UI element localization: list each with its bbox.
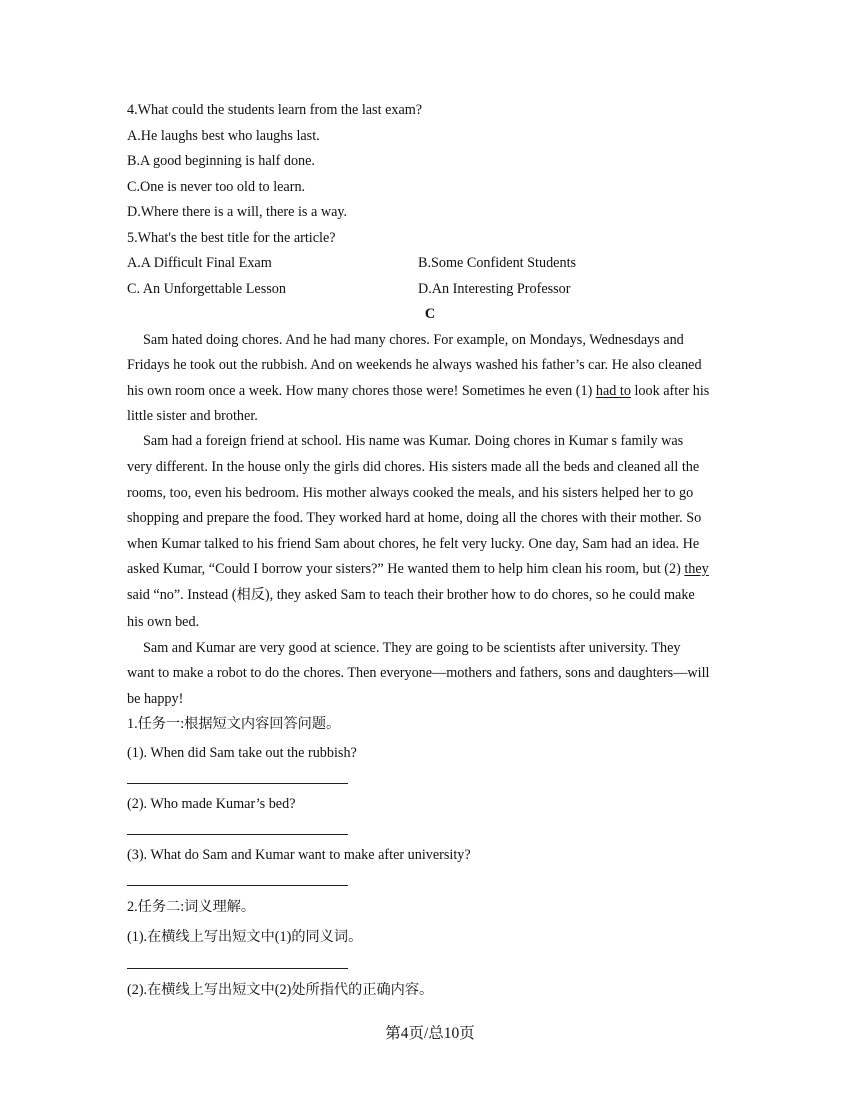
passage-line: be happy!: [127, 691, 184, 707]
underlined-phrase-1: had to: [595, 383, 631, 399]
q5-option-d: D.An Interesting Professor: [418, 281, 571, 297]
task1-question-2: (2). Who made Kumar’s bed?: [127, 796, 296, 812]
passage-line: Fridays he took out the rubbish. And on weekends he always washed his father’s car. He also cleaned: [127, 357, 702, 373]
passage-line: little sister and brother.: [127, 408, 258, 424]
answer-blank[interactable]: [127, 968, 348, 969]
passage-line: [127, 382, 709, 400]
question-5: 5.What's the best title for the article?: [127, 230, 336, 246]
passage-line: said “no”. Instead (相反), they asked Sam to teach their brother how to do chores, so he could make: [127, 587, 695, 603]
q4-option-c: C.One is never too old to learn.: [127, 179, 306, 195]
passage-line: very different. In the house only the girls did chores. His sisters made all the beds and cleaned all the: [127, 459, 700, 475]
passage-line: rooms, too, even his bedroom. His mother always cooked the meals, and his sisters helped her to go: [127, 485, 694, 501]
question-4: 4.What could the students learn from the last exam?: [127, 102, 423, 118]
q4-option-d: D.Where there is a will, there is a way.: [127, 204, 348, 220]
passage-text: asked Kumar, “Could I borrow your sisters?” He wanted them to help him clean his room, but (2): [127, 561, 685, 577]
passage-line: Sam hated doing chores. And he had many chores. For example, on Mondays, Wednesdays and: [143, 332, 684, 348]
answer-blank[interactable]: [127, 783, 348, 784]
task1-title: 1.任务一:根据短文内容回答问题。: [127, 716, 341, 732]
task1-question-3: (3). What do Sam and Kumar want to make after university?: [127, 847, 471, 863]
q5-option-b: B.Some Confident Students: [418, 255, 577, 271]
q5-option-a: A.A Difficult Final Exam: [127, 255, 272, 271]
passage-line: when Kumar talked to his friend Sam about chores, he felt very lucky. One day, Sam had an idea. He: [127, 536, 700, 552]
task1-question-1: (1). When did Sam take out the rubbish?: [127, 745, 357, 761]
passage-text: his own room once a week. How many chores those were! Sometimes he even (1): [127, 383, 596, 399]
q4-option-b: B.A good beginning is half done.: [127, 153, 315, 169]
q4-option-a: A.He laughs best who laughs last.: [127, 128, 320, 144]
answer-blank[interactable]: [127, 885, 348, 886]
answer-blank[interactable]: [127, 834, 348, 835]
passage-line: his own bed.: [127, 614, 200, 630]
passage-line: want to make a robot to do the chores. Then everyone—mothers and fathers, sons and daughters—will: [127, 665, 710, 681]
task2-question-2: (2).在横线上写出短文中(2)处所指代的正确内容。: [127, 982, 434, 998]
section-heading: C: [424, 306, 436, 322]
q5-option-c: C. An Unforgettable Lesson: [127, 281, 286, 297]
task2-question-1: (1).在横线上写出短文中(1)的同义词。: [127, 929, 363, 945]
passage-line: Sam and Kumar are very good at science. They are going to be scientists after university. They: [143, 640, 681, 656]
page-footer: 第4页/总10页: [385, 1025, 475, 1042]
passage-line: [127, 560, 709, 578]
underlined-word-2: they: [684, 561, 709, 577]
passage-line: Sam had a foreign friend at school. His name was Kumar. Doing chores in Kumar s family was: [143, 433, 684, 449]
passage-line: shopping and prepare the food. They worked hard at home, doing all the chores with their mother. So: [127, 510, 702, 526]
task2-title: 2.任务二:词义理解。: [127, 899, 256, 915]
passage-text: look after his: [630, 383, 710, 399]
